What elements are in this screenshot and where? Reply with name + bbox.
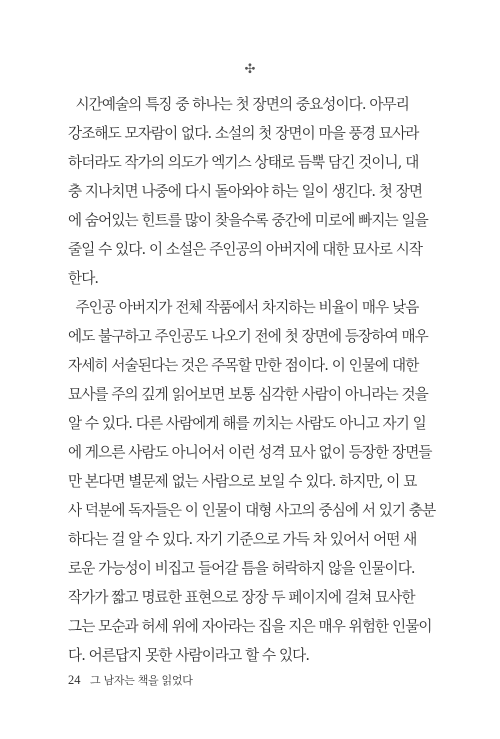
text-line: 에도 불구하고 주인공도 나오기 전에 첫 장면에 등장하여 매우 bbox=[68, 328, 428, 345]
text-line: 충 지나치면 나중에 다시 돌아와야 하는 일이 생긴다. 첫 장면 bbox=[68, 183, 423, 200]
body-text bbox=[68, 90, 440, 670]
text-line: 에 게으른 사람도 아니어서 이런 성격 묘사 없이 등장한 장면들 bbox=[68, 444, 432, 461]
text-line: 한다. bbox=[68, 270, 99, 287]
paragraph-2 bbox=[68, 293, 440, 670]
text-line: 하더라도 작가의 의도가 엑기스 상태로 듬뿍 담긴 것이니, 대 bbox=[68, 154, 419, 171]
text-line: 줄일 수 있다. 이 소설은 주인공의 아버지에 대한 묘사로 시작 bbox=[68, 241, 423, 258]
text-line: 다. 어른답지 못한 사람이라고 할 수 있다. bbox=[68, 647, 310, 664]
text-line: 로운 가능성이 비집고 들어갈 틈을 허락하지 않을 인물이다. bbox=[68, 560, 415, 577]
text-line: 묘사를 주의 깊게 읽어보면 보통 심각한 사람이 아니라는 것을 bbox=[68, 386, 428, 403]
text-line: 알 수 있다. 다른 사람에게 해를 끼치는 사람도 아니고 자기 일 bbox=[68, 415, 426, 432]
text-line: 주인공 아버지가 전체 작품에서 차지하는 비율이 매우 낮음 bbox=[68, 299, 419, 316]
text-line: 작가가 짧고 명료한 표현으로 장장 두 페이지에 걸쳐 묘사한 bbox=[68, 589, 415, 606]
running-title: 그 남자는 책을 읽었다 bbox=[90, 674, 193, 687]
page-footer bbox=[68, 672, 193, 688]
text-line: 그는 모순과 허세 위에 자아라는 집을 지은 매우 위험한 인물이 bbox=[68, 618, 432, 635]
page-number: 24 bbox=[68, 673, 81, 687]
text-line: 만 본다면 별문제 없는 사람으로 보일 수 있다. 하지만, 이 묘 bbox=[68, 473, 417, 490]
section-ornament: ✣ bbox=[244, 62, 256, 77]
text-line: 사 덕분에 독자들은 이 인물이 대형 사고의 중심에 서 있기 충분 bbox=[68, 502, 436, 519]
text-line: 에 숨어있는 힌트를 많이 찾을수록 중간에 미로에 빠지는 일을 bbox=[68, 212, 428, 229]
text-line: 강조해도 모자람이 없다. 소설의 첫 장면이 마을 풍경 묘사라 bbox=[68, 125, 419, 142]
text-line: 자세히 서술된다는 것은 주목할 만한 점이다. 이 인물에 대한 bbox=[68, 357, 419, 374]
text-line: 시간예술의 특징 중 하나는 첫 장면의 중요성이다. 아무리 bbox=[68, 96, 409, 113]
text-line: 하다는 걸 알 수 있다. 자기 기준으로 가득 차 있어서 어떤 새 bbox=[68, 531, 417, 548]
paragraph-1 bbox=[68, 90, 440, 293]
